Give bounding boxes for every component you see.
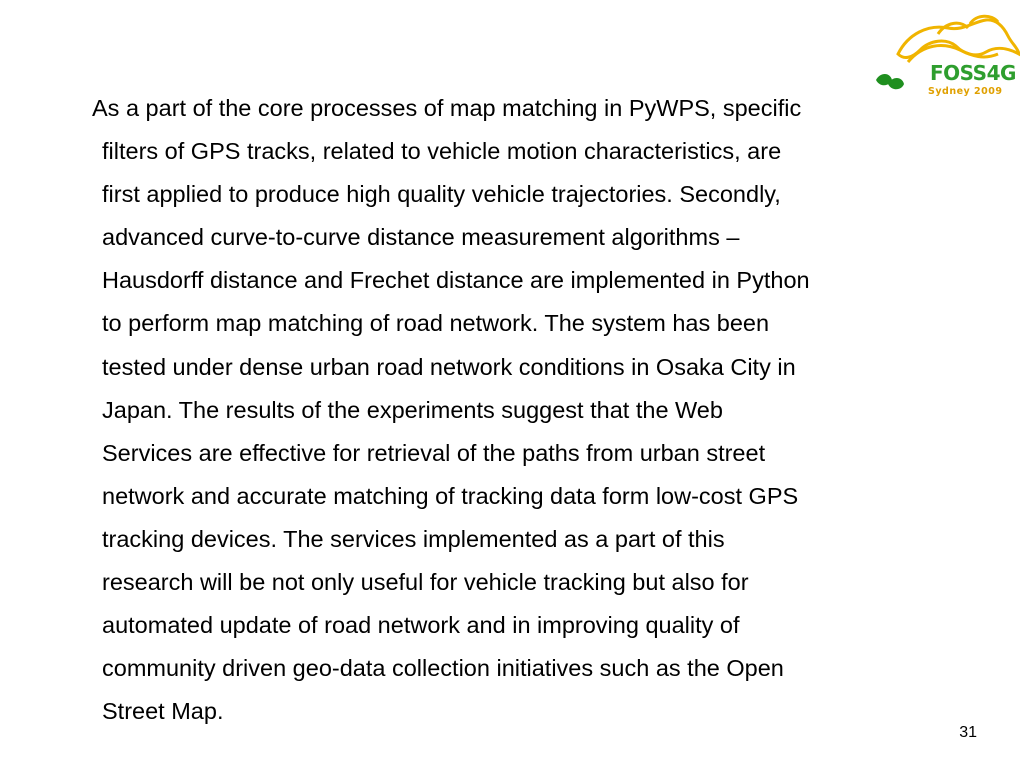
logo-subtitle: Sydney 2009 — [928, 86, 1003, 97]
paragraph-line: filters of GPS tracks, related to vehicle motion characteristics, are — [102, 138, 782, 165]
paragraph-line: to perform map matching of road network. The system has been — [102, 310, 770, 337]
paragraph-line: Street Map. — [102, 698, 224, 725]
paragraph-line: Hausdorff distance and Frechet distance are implemented in Python — [102, 267, 810, 294]
paragraph-line: first applied to produce high quality vehicle trajectories. Secondly, — [102, 181, 781, 208]
logo-title: FOSS4G — [930, 61, 1016, 85]
paragraph-line: As a part of the core processes of map matching in PyWPS, specific — [92, 95, 802, 121]
paragraph-line: Japan. The results of the experiments suggest that the Web — [102, 396, 723, 423]
paragraph-line: network and accurate matching of tracking data form low-cost GPS — [102, 482, 799, 509]
paragraph-line: tracking devices. The services implemented as a part of this — [102, 525, 725, 552]
paragraph-line: advanced curve-to-curve distance measurement algorithms – — [102, 224, 740, 251]
paragraph-line: community driven geo-data collection initiatives such as the Open — [102, 655, 784, 682]
body-paragraph — [92, 87, 972, 733]
paragraph-line: tested under dense urban road network conditions in Osaka City in — [102, 353, 796, 380]
paragraph-line: automated update of road network and in improving quality of — [102, 612, 740, 639]
paragraph-line: research will be not only useful for vehicle tracking but also for — [102, 569, 749, 596]
page-number: 31 — [959, 724, 977, 741]
paragraph-line: Services are effective for retrieval of the paths from urban street — [102, 439, 766, 466]
